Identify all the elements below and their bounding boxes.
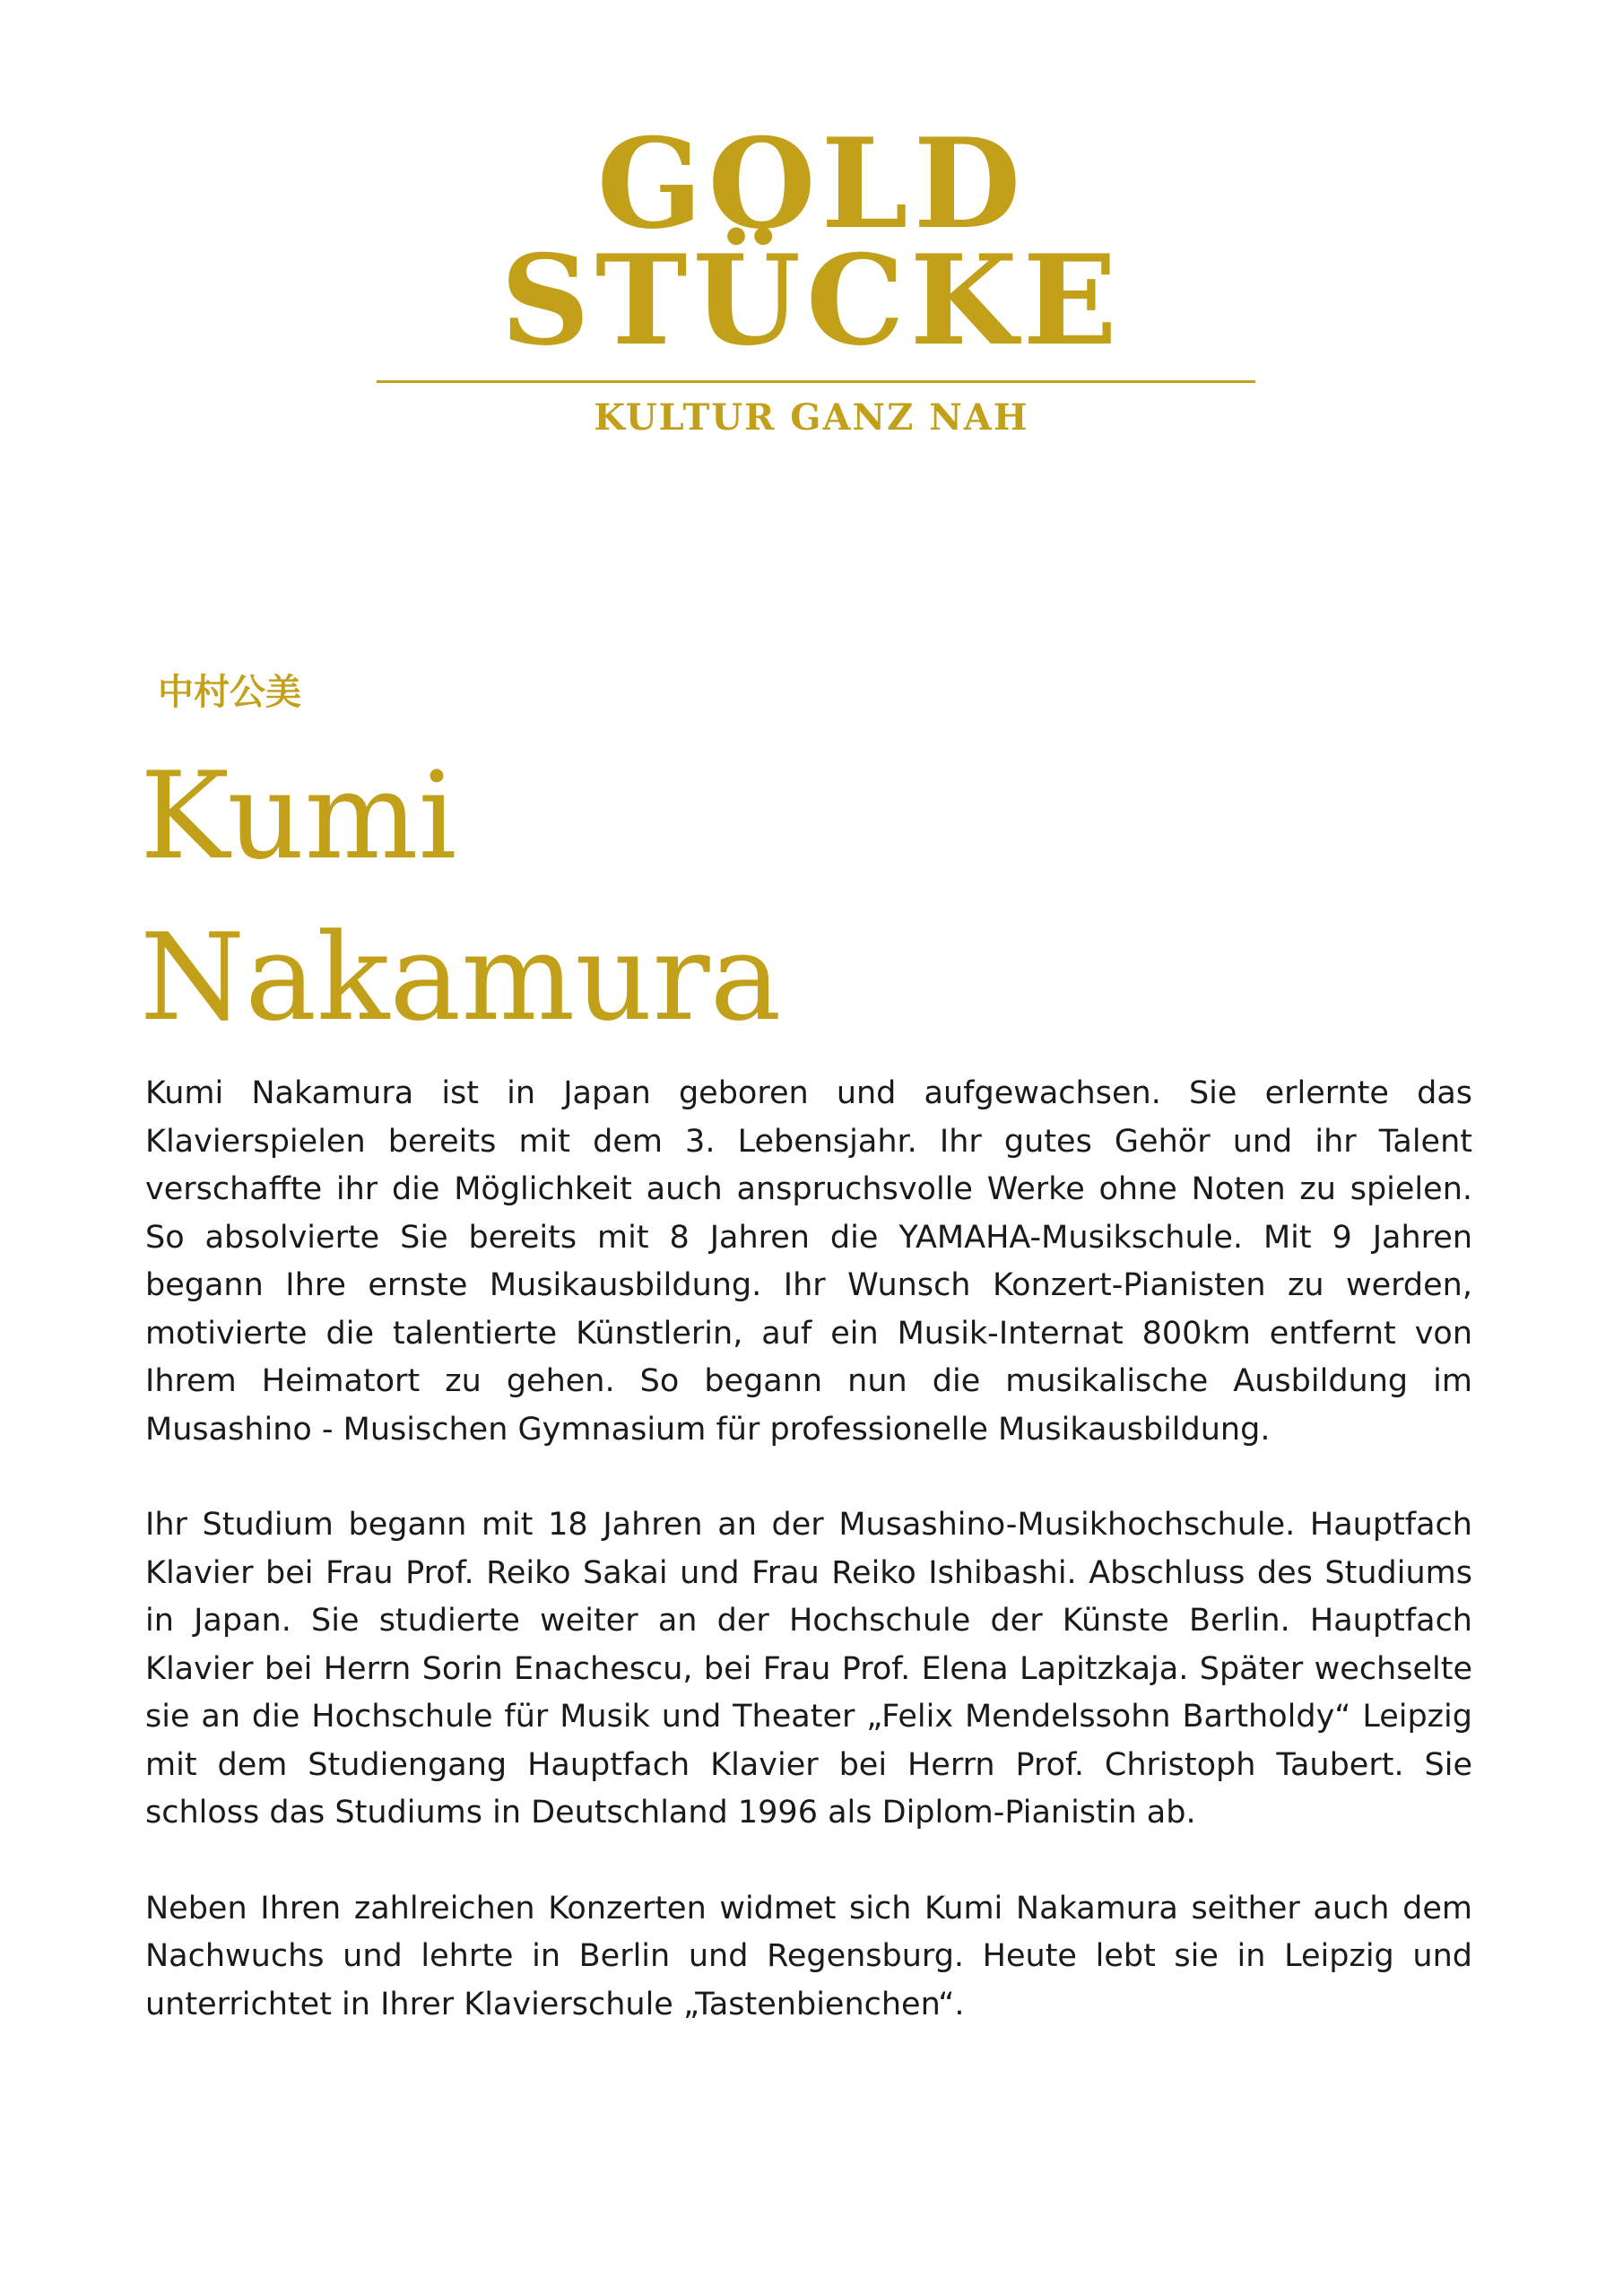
logo-line-gold: GOLD <box>596 110 1027 257</box>
biography-paragraph-1: Kumi Nakamura ist in Japan geboren und aufgewachsen. Sie erlernte das Klavierspielen bereits mit dem 3. Lebensjahr. Ihr gutes Gehör und ihr Talent verschaffte ihr die Möglichkeit auch anspruchsvolle Werke ohne Noten zu spielen. So absolvierte Sie bereits mit 8 Jahren die YAMAHA-Musikschule. Mit 9 Jahren begann Ihre ernste Musikausbildung. Ihr Wunsch Konzert-Pianisten zu werden, motivierte die talentierte Künstlerin, auf ein Musik-Internat 800km entfernt von Ihrem Heimatort zu gehen. So begann nun die musikalische Ausbildung im Musashino - Musischen Gymnasium für professionelle Musikausbildung. <box>145 1075 1472 1448</box>
logo-tagline: KULTUR GANZ NAH <box>594 396 1029 439</box>
name-kanji: 中村公美 <box>158 672 301 713</box>
artist-name <box>140 735 782 1058</box>
biography-paragraph-3: Neben Ihren zahlreichen Konzerten widmet sich Kumi Nakamura seither auch dem Nachwuchs und lehrte in Berlin und Regensburg. Heute lebt sie in Leipzig und unterrichtet in Ihrer Klavierschule „Tastenbienchen“. <box>145 1890 1472 2022</box>
biography <box>145 1070 1472 2076</box>
logo-divider <box>377 380 1255 383</box>
artist-name-first: Kumi <box>140 746 457 886</box>
logo-line-stuecke: STÜCKE <box>500 227 1123 373</box>
artist-name-last: Nakamura <box>140 908 782 1048</box>
biography-paragraph-2: Ihr Studium begann mit 18 Jahren an der Musashino-Musikhochschule. Hauptfach Klavier bei Frau Prof. Reiko Sakai und Frau Reiko Ishibashi. Abschluss des Studiums in Japan. Sie studierte weiter an der Hochschule der Künste Berlin. Hauptfach Klavier bei Herrn Sorin Enachescu, bei Frau Prof. Elena Lapitzkaja. Später wechselte sie an die Hochschule für Musik und Theater „Felix Mendelssohn Bartholdy“ Leipzig mit dem Studiengang Hauptfach Klavier bei Herrn Prof. Christoph Taubert. Sie schloss das Studiums in Deutschland 1996 als Diplom-Pianistin ab. <box>145 1507 1472 1831</box>
goldstuecke-logo <box>0 110 1623 373</box>
